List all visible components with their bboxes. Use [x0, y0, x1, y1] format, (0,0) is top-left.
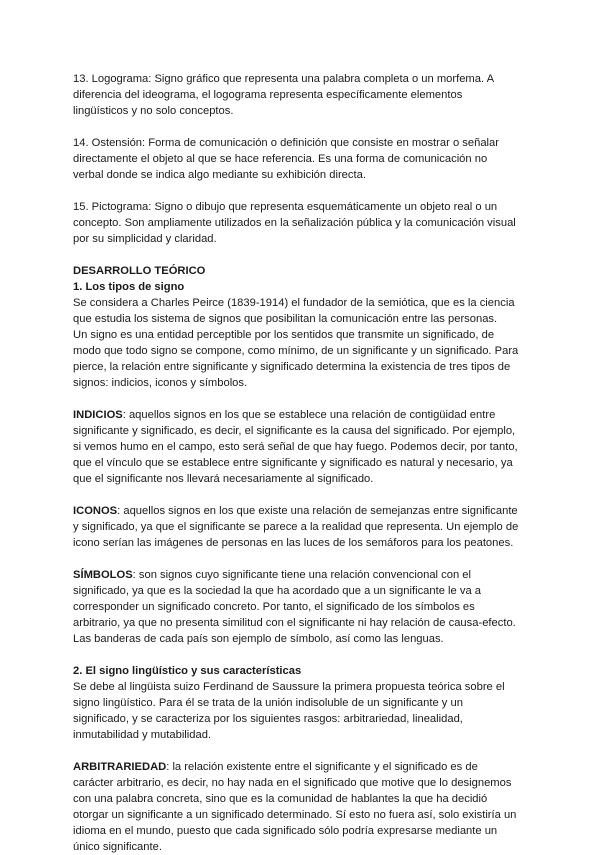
iconos-term: ICONOS [73, 505, 118, 517]
indicios-term: INDICIOS [73, 409, 123, 421]
definition-logograma: 13. Logograma: Signo gráfico que representa una palabra completa o un morfema. A diferencia del ideograma, el logograma representa específicamente elementos lingüísticos y no solo conceptos. [73, 73, 494, 117]
simbolos-text: : son signos cuyo significante tiene una relación convencional con el significado, ya que es la sociedad la que ha acordado que a un significante le va a corresponder un significado concreto. Por tanto, el significado de los símbolos es arbitrario, ya que no presenta similitud con el significante ni hay relación de causa-efecto. Las banderas de cada país son ejemplo de símbolo, así como las lenguas. [73, 569, 516, 645]
section1-paragraph-1: Se considera a Charles Peirce (1839-1914) el fundador de la semiótica, que es la ciencia que estudia los sistema de signos que posibilitan la comunicación entre las personas. [73, 297, 515, 325]
section2-paragraph-1: Se debe al lingüista suizo Ferdinand de Saussure la primera propuesta teórica sobre el signo lingüístico. Para él se trata de la unión indisoluble de un significante y un significado, y se caracteriza por los siguientes rasgos: arbitrariedad, linealidad, inmutabilidad y mutabilidad. [73, 681, 505, 741]
arbitrariedad-paragraph [73, 759, 520, 855]
section-title: DESARROLLO TEÓRICO [73, 265, 206, 277]
indicios-text: : aquellos signos en los que se establece una relación de contigüidad entre significante y significado, es decir, el significante es la causa del significado. Por ejemplo, si vemos humo en el campo, esto será señal de que hay fuego. Podemos decir, por tanto, que el vínculo que se establece entre significante y significado es natural y necesario, ya que el significante nos llevará necesariamente al significado. [73, 409, 518, 485]
arbitrariedad-text: : la relación existente entre el significante y el significado es de carácter arbitrario, es decir, no hay nada en el significado que motive que lo designemos con una palabra concreta, sino que es la comunidad de hablantes la que ha decidió otorgar un significante a un significado determinado. Sí esto no fuera así, solo existiría un idioma en el mundo, puesto que cada significado sólo podría expresarse mediante un único significante. [73, 761, 517, 853]
section2-heading: 2. El signo lingüístico y sus características [73, 665, 302, 677]
section1-heading: 1. Los tipos de signo [73, 281, 185, 293]
simbolos-term: SÍMBOLOS [73, 569, 133, 581]
simbolos-paragraph [73, 567, 520, 647]
iconos-paragraph [73, 503, 520, 551]
definition-ostension: 14. Ostensión: Forma de comunicación o definición que consiste en mostrar o señalar directamente el objeto al que se hace referencia. Es una forma de comunicación no verbal donde se indica algo mediante su exhibición directa. [73, 137, 499, 181]
iconos-text: : aquellos signos en los que existe una relación de semejanzas entre significante y significado, ya que el significante se parece a la realidad que representa. Un ejemplo de icono serían las imágenes de personas en las luces de los semáforos para los peatones. [73, 505, 519, 549]
definition-pictograma: 15. Pictograma: Signo o dibujo que representa esquemáticamente un objeto real o un concepto. Son ampliamente utilizados en la señalización pública y la comunicación visual por su simplicidad y claridad. [73, 201, 516, 245]
section1-paragraph-2: Un signo es una entidad perceptible por los sentidos que transmite un significado, de modo que todo signo se compone, como mínimo, de un significante y un significado. Para pierce, la relación entre significante y significado determina la existencia de tres tipos de signos: indicios, iconos y símbolos. [73, 329, 519, 389]
arbitrariedad-term: ARBITRARIEDAD [73, 761, 167, 773]
indicios-paragraph [73, 407, 520, 487]
